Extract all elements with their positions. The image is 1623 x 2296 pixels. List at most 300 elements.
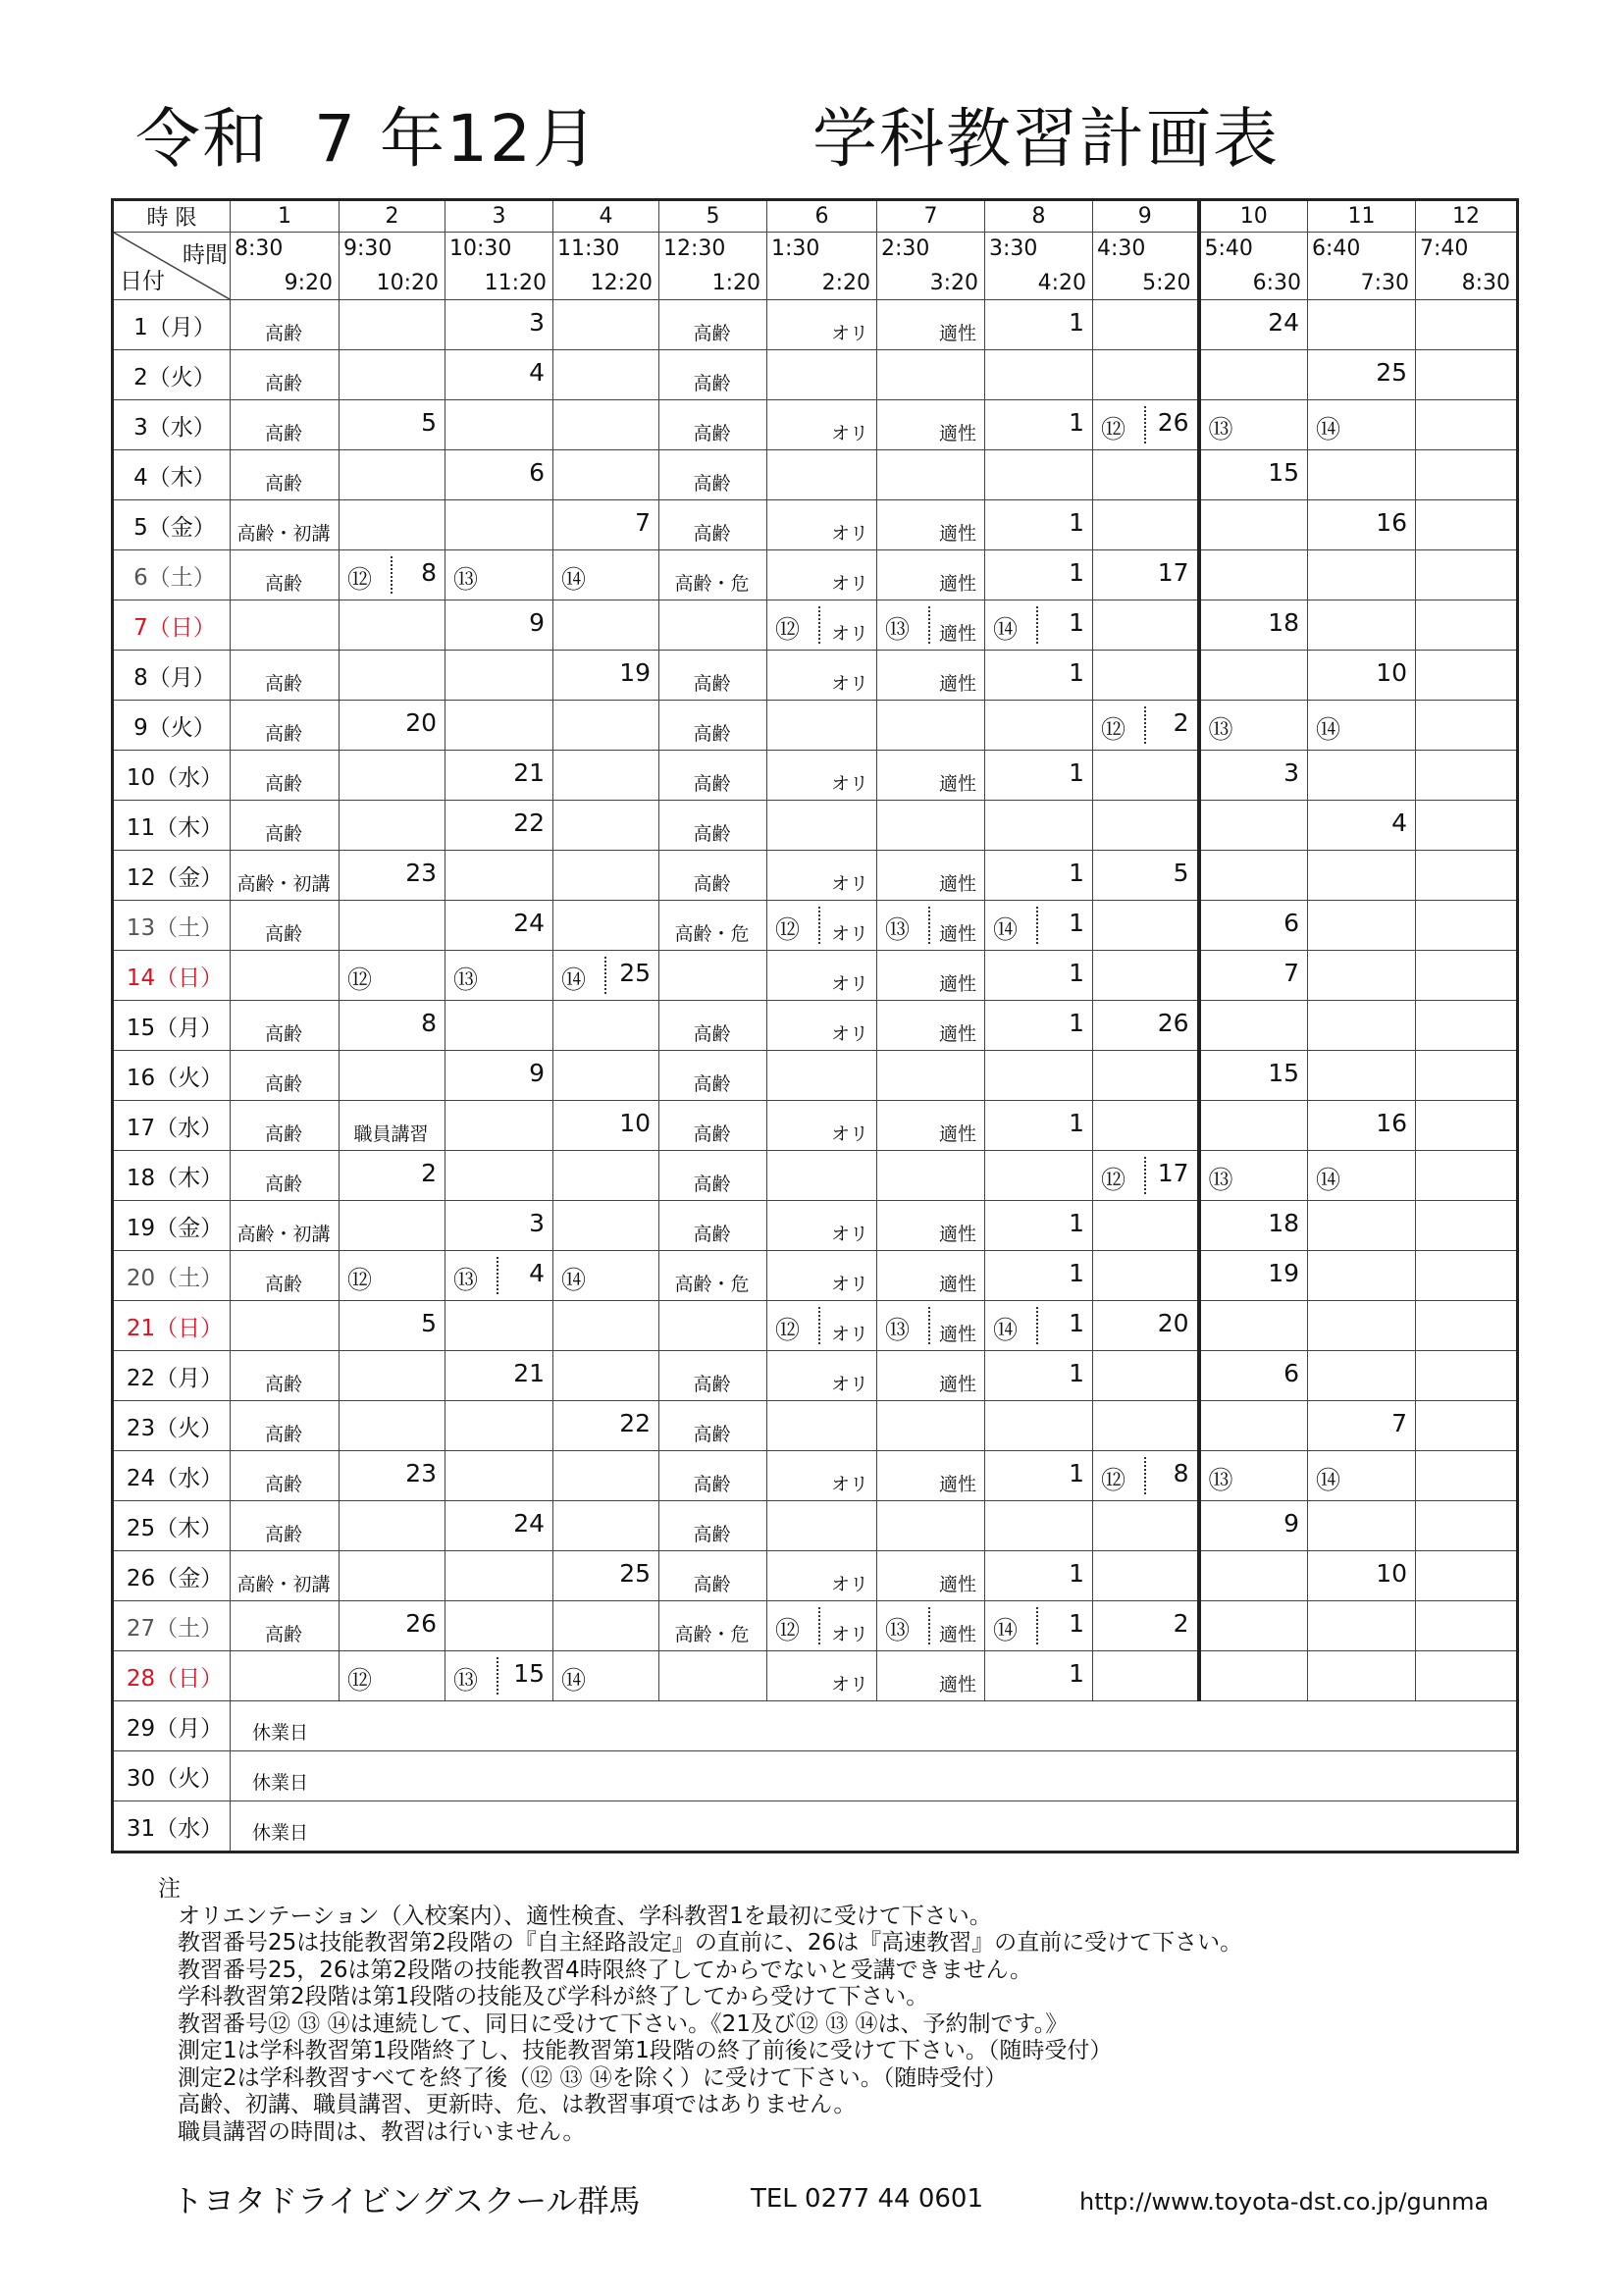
schedule-cell [340, 1301, 445, 1351]
session-label: オリ [830, 873, 868, 895]
schedule-cell [659, 751, 767, 801]
day-label: 25（木） [113, 1501, 231, 1551]
start-time: 3:30 [989, 236, 1038, 261]
schedule-cell [553, 500, 659, 550]
schedule-cell [553, 951, 659, 1001]
schedule-cell [1093, 901, 1199, 951]
lesson-number: 19 [619, 658, 651, 687]
session-label: オリ [830, 1324, 868, 1345]
dotted-divider [818, 1607, 820, 1644]
session-label: 高齢 [693, 1474, 731, 1495]
dotted-divider [818, 606, 820, 644]
schedule-cell [877, 1651, 985, 1701]
session-label: 高齢 [264, 423, 302, 444]
start-time: 1:30 [771, 236, 820, 261]
schedule-cell [985, 1501, 1093, 1551]
schedule-cell [767, 350, 877, 400]
schedule-cell [231, 1451, 340, 1501]
session-label: 高齢 [693, 1174, 731, 1195]
schedule-cell [877, 450, 985, 500]
period-number: 10 [1199, 200, 1308, 233]
schedule-cell [767, 550, 877, 600]
schedule-cell [553, 1351, 659, 1401]
schedule-cell [1416, 701, 1518, 751]
lesson-number: 16 [1376, 1109, 1407, 1137]
schedule-cell [985, 1401, 1093, 1451]
schedule-cell [1199, 651, 1308, 701]
schedule-cell [1416, 350, 1518, 400]
schedule-cell [1199, 400, 1308, 450]
schedule-cell [231, 1501, 340, 1551]
session-label: 高齢 [264, 1274, 302, 1295]
schedule-cell [767, 1501, 877, 1551]
lesson-number: 1 [1069, 909, 1084, 937]
session-label: 適性 [938, 773, 976, 795]
schedule-cell [985, 350, 1093, 400]
schedule-cell [1093, 600, 1199, 651]
schedule-cell [1093, 1051, 1199, 1101]
session-label: 高齢 [264, 673, 302, 695]
period-time-range [1308, 233, 1416, 300]
lesson-number: 1 [1069, 308, 1084, 337]
lesson-number: 24 [1268, 308, 1299, 337]
schedule-cell [659, 1401, 767, 1451]
schedule-cell [231, 751, 340, 801]
day-label: 2（火） [113, 350, 231, 400]
schedule-cell [231, 1351, 340, 1401]
schedule-cell [445, 300, 553, 350]
schedule-cell [231, 1001, 340, 1051]
schedule-cell [767, 1451, 877, 1501]
schedule-cell [340, 1401, 445, 1451]
lesson-number: 22 [513, 809, 545, 837]
linked-lesson-number: ⑬ [1208, 715, 1233, 744]
session-label: 高齢 [264, 373, 302, 394]
session-label: オリ [830, 773, 868, 795]
day-label: 11（木） [113, 801, 231, 851]
dotted-divider [1144, 706, 1146, 744]
period-time-range [1093, 233, 1199, 300]
schedule-cell [553, 851, 659, 901]
note-line: 高齢、初講、職員講習、更新時、危、は教習事項ではありません。 [178, 2092, 857, 2117]
schedule-cell [985, 450, 1093, 500]
schedule-cell [1199, 1401, 1308, 1451]
session-label: 高齢 [264, 923, 302, 945]
linked-lesson-number: ⑭ [1316, 715, 1341, 744]
linked-lesson-number: ⑫ [1101, 1166, 1126, 1194]
dotted-divider [391, 556, 393, 594]
table-row [113, 1701, 1518, 1751]
schedule-cell [231, 1151, 340, 1201]
notes-heading: 注 [158, 1876, 181, 1902]
schedule-cell [1199, 751, 1308, 801]
schedule-cell [659, 1201, 767, 1251]
phone-number: TEL 0277 44 0601 [751, 2184, 984, 2214]
schedule-cell [445, 951, 553, 1001]
schedule-cell [659, 1451, 767, 1501]
table-row [113, 901, 1518, 951]
day-label: 4（木） [113, 450, 231, 500]
schedule-cell [553, 550, 659, 600]
start-time: 4:30 [1097, 236, 1146, 261]
schedule-cell [231, 801, 340, 851]
schedule-cell [985, 1451, 1093, 1501]
schedule-cell [985, 400, 1093, 450]
schedule-cell [340, 701, 445, 751]
schedule-cell [340, 1101, 445, 1151]
day-label: 9（火） [113, 701, 231, 751]
dotted-divider [928, 907, 930, 944]
lesson-number: 2 [1173, 708, 1189, 737]
schedule-cell [1308, 400, 1416, 450]
linked-lesson-number: ⑫ [775, 1316, 801, 1344]
session-label: 高齢・初講 [236, 1574, 331, 1595]
schedule-cell [1308, 350, 1416, 400]
schedule-cell [877, 1601, 985, 1651]
schedule-cell [340, 1451, 445, 1501]
schedule-cell [340, 500, 445, 550]
session-label: 高齢 [264, 773, 302, 795]
session-label: 高齢 [693, 1524, 731, 1545]
schedule-cell [231, 651, 340, 701]
schedule-cell [445, 350, 553, 400]
dotted-divider [1036, 1607, 1038, 1644]
linked-lesson-number: ⑫ [1101, 715, 1126, 744]
schedule-cell [231, 1051, 340, 1101]
lesson-number: 1 [1069, 1459, 1084, 1487]
lesson-number: 1 [1069, 1659, 1084, 1688]
table-row [113, 1351, 1518, 1401]
lesson-number: 1 [1069, 1009, 1084, 1037]
schedule-cell [1308, 701, 1416, 751]
session-label: オリ [830, 1474, 868, 1495]
session-label: 高齢 [264, 323, 302, 344]
table-row [113, 851, 1518, 901]
schedule-cell [445, 1301, 553, 1351]
day-label: 26（金） [113, 1551, 231, 1601]
title-year-suffix: 年 [379, 101, 446, 177]
linked-lesson-number: ⑭ [1316, 1166, 1341, 1194]
lesson-number: 10 [619, 1109, 651, 1137]
session-label: オリ [830, 973, 868, 995]
schedule-cell [340, 450, 445, 500]
session-label: 職員講習 [353, 1123, 429, 1145]
lesson-number: 1 [1069, 1359, 1084, 1387]
table-row [113, 400, 1518, 450]
date-label: 日付 [120, 269, 165, 294]
end-time: 4:20 [1037, 271, 1086, 295]
lesson-number: 4 [529, 358, 545, 387]
schedule-cell [767, 1601, 877, 1651]
schedule-cell [1308, 651, 1416, 701]
schedule-cell [877, 851, 985, 901]
linked-lesson-number: ⑭ [993, 915, 1019, 944]
schedule-cell [877, 701, 985, 751]
table-row [113, 1551, 1518, 1601]
schedule-cell [1308, 951, 1416, 1001]
schedule-cell [553, 751, 659, 801]
lesson-number: 8 [421, 558, 437, 587]
schedule-cell [1416, 1351, 1518, 1401]
table-row [113, 1801, 1518, 1852]
end-time: 9:20 [284, 271, 333, 295]
schedule-cell [1093, 1201, 1199, 1251]
schedule-cell [877, 1051, 985, 1101]
schedule-cell [985, 500, 1093, 550]
schedule-cell [445, 1351, 553, 1401]
day-label: 13（土） [113, 901, 231, 951]
schedule-cell [340, 1001, 445, 1051]
lesson-number: 1 [1069, 859, 1084, 887]
schedule-cell [659, 300, 767, 350]
lesson-number: 5 [421, 408, 437, 437]
session-label: 高齢 [264, 573, 302, 595]
session-label: 高齢 [693, 1374, 731, 1395]
session-label: 適性 [938, 973, 976, 995]
schedule-cell [985, 1601, 1093, 1651]
schedule-cell [659, 550, 767, 600]
session-label: 高齢 [693, 673, 731, 695]
schedule-cell [1308, 600, 1416, 651]
schedule-cell [1416, 1601, 1518, 1651]
schedule-cell [445, 901, 553, 951]
schedule-cell [231, 951, 340, 1001]
schedule-cell [231, 500, 340, 550]
period-header-label: 時 限 [113, 200, 231, 233]
schedule-cell [985, 1051, 1093, 1101]
schedule-cell [767, 1351, 877, 1401]
session-label: 高齢 [693, 873, 731, 895]
schedule-cell [445, 550, 553, 600]
lesson-number: 25 [1376, 358, 1407, 387]
schedule-cell [1093, 751, 1199, 801]
schedule-cell [340, 1651, 445, 1701]
holiday-label: 休業日 [252, 1772, 309, 1794]
schedule-cell [659, 851, 767, 901]
schedule-cell [1308, 1151, 1416, 1201]
lesson-number: 4 [529, 1259, 545, 1287]
schedule-cell [231, 300, 340, 350]
schedule-cell [1093, 350, 1199, 400]
schedule-cell [767, 1051, 877, 1101]
schedule-cell [659, 600, 767, 651]
session-label: 高齢 [693, 1574, 731, 1595]
day-label: 19（金） [113, 1201, 231, 1251]
schedule-cell [231, 701, 340, 751]
schedule-cell [553, 350, 659, 400]
lesson-number: 24 [513, 1509, 545, 1538]
day-label: 5（金） [113, 500, 231, 550]
schedule-cell [1199, 801, 1308, 851]
schedule-cell [1093, 801, 1199, 851]
school-name: トヨタドライビングスクール群馬 [172, 2182, 641, 2219]
schedule-cell [1093, 701, 1199, 751]
schedule-cell [445, 1401, 553, 1451]
schedule-cell [553, 1251, 659, 1301]
dotted-divider [1036, 1307, 1038, 1344]
schedule-cell [1093, 1151, 1199, 1201]
dotted-divider [497, 1257, 498, 1294]
schedule-cell [767, 600, 877, 651]
schedule-cell [1199, 600, 1308, 651]
schedule-cell [445, 851, 553, 901]
day-label: 21（日） [113, 1301, 231, 1351]
start-time: 9:30 [343, 236, 393, 261]
lesson-number: 10 [1376, 658, 1407, 687]
schedule-cell [985, 1551, 1093, 1601]
schedule-cell [659, 951, 767, 1001]
schedule-cell [553, 1201, 659, 1251]
schedule-cell [767, 1551, 877, 1601]
notes [158, 1876, 1243, 2146]
schedule-cell [1416, 901, 1518, 951]
schedule-cell [445, 1151, 553, 1201]
end-time: 6:30 [1252, 271, 1301, 295]
schedule-cell [877, 1401, 985, 1451]
schedule-cell [659, 1251, 767, 1301]
schedule-cell [553, 1001, 659, 1051]
schedule-cell [985, 300, 1093, 350]
lesson-number: 21 [513, 1359, 545, 1387]
schedule-cell [767, 951, 877, 1001]
holiday-cell [231, 1801, 1518, 1852]
lesson-number: 6 [1283, 909, 1299, 937]
schedule-cell [553, 300, 659, 350]
table-row [113, 651, 1518, 701]
schedule-cell [767, 801, 877, 851]
schedule-cell [231, 1301, 340, 1351]
session-label: 適性 [938, 1624, 976, 1645]
linked-lesson-number: ⑭ [993, 1316, 1019, 1344]
schedule-cell [1416, 1151, 1518, 1201]
day-label: 17（水） [113, 1101, 231, 1151]
lesson-number: 9 [1283, 1509, 1299, 1538]
lesson-number: 25 [619, 1559, 651, 1588]
schedule-cell [985, 1101, 1093, 1151]
schedule-cell [767, 1101, 877, 1151]
schedule-cell [985, 801, 1093, 851]
lesson-number: 18 [1268, 608, 1299, 637]
page-title [135, 86, 1280, 180]
schedule-cell [1416, 1201, 1518, 1251]
schedule-cell [877, 1151, 985, 1201]
session-label: 適性 [938, 423, 976, 444]
end-time: 1:20 [711, 271, 760, 295]
schedule-cell [1416, 1451, 1518, 1501]
schedule-cell [231, 1601, 340, 1651]
schedule-cell [767, 400, 877, 450]
holiday-label: 休業日 [252, 1822, 309, 1844]
schedule-cell [767, 1301, 877, 1351]
start-time: 8:30 [235, 236, 284, 261]
session-label: 適性 [938, 623, 976, 645]
table-row [113, 1001, 1518, 1051]
session-label: 適性 [938, 523, 976, 545]
session-label: 高齢 [693, 823, 731, 845]
schedule-cell [553, 450, 659, 500]
period-number: 11 [1308, 200, 1416, 233]
session-label: 高齢 [693, 1424, 731, 1445]
lesson-number: 23 [405, 859, 437, 887]
schedule-cell [1093, 651, 1199, 701]
schedule-cell [445, 1051, 553, 1101]
lesson-number: 3 [529, 308, 545, 337]
session-label: 高齢・危 [674, 573, 750, 595]
linked-lesson-number: ⑭ [561, 1266, 587, 1294]
schedule-cell [1093, 1551, 1199, 1601]
website-url: http://www.toyota-dst.co.jp/gunma [1079, 2188, 1490, 2216]
linked-lesson-number: ⑭ [993, 615, 1019, 644]
linked-lesson-number: ⑫ [347, 565, 373, 594]
start-time: 2:30 [881, 236, 930, 261]
lesson-number: 1 [1069, 1559, 1084, 1588]
table-row [113, 1101, 1518, 1151]
schedule-cell [231, 1401, 340, 1451]
period-time-range [985, 233, 1093, 300]
linked-lesson-number: ⑫ [775, 915, 801, 944]
schedule-cell [659, 450, 767, 500]
schedule-cell [1093, 951, 1199, 1001]
session-label: 適性 [938, 1224, 976, 1245]
dotted-divider [1144, 1157, 1146, 1194]
lesson-number: 22 [619, 1409, 651, 1437]
lesson-number: 1 [1069, 658, 1084, 687]
day-label: 31（水） [113, 1801, 231, 1852]
session-label: 適性 [938, 673, 976, 695]
time-date-corner [113, 233, 231, 300]
session-label: オリ [830, 323, 868, 344]
session-label: 適性 [938, 573, 976, 595]
lesson-number: 1 [1069, 1309, 1084, 1337]
session-label: オリ [830, 1224, 868, 1245]
period-number: 1 [231, 200, 340, 233]
schedule-cell [231, 1551, 340, 1601]
end-time: 5:20 [1142, 271, 1191, 295]
schedule-cell [767, 751, 877, 801]
schedule-cell [767, 300, 877, 350]
schedule-cell [1308, 751, 1416, 801]
session-label: 高齢 [693, 1073, 731, 1095]
lesson-number: 1 [1069, 959, 1084, 987]
day-label: 6（土） [113, 550, 231, 600]
schedule-cell [1416, 1101, 1518, 1151]
schedule-cell [1308, 1301, 1416, 1351]
end-time: 7:30 [1360, 271, 1409, 295]
schedule-cell [877, 300, 985, 350]
schedule-cell [231, 901, 340, 951]
schedule-cell [1416, 651, 1518, 701]
schedule-cell [445, 600, 553, 651]
schedule-cell [231, 600, 340, 651]
lesson-number: 17 [1157, 1159, 1189, 1187]
schedule-cell [1199, 1301, 1308, 1351]
period-time-range [767, 233, 877, 300]
schedule-cell [985, 1201, 1093, 1251]
schedule-cell [1308, 300, 1416, 350]
schedule-cell [1416, 300, 1518, 350]
linked-lesson-number: ⑭ [1316, 415, 1341, 444]
end-time: 12:20 [590, 271, 653, 295]
start-time: 6:40 [1312, 236, 1361, 261]
linked-lesson-number: ⑬ [885, 615, 911, 644]
session-label: オリ [830, 1674, 868, 1696]
schedule-cell [877, 951, 985, 1001]
start-time: 10:30 [449, 236, 512, 261]
schedule-cell [1199, 851, 1308, 901]
schedule-cell [1093, 400, 1199, 450]
schedule-cell [877, 600, 985, 651]
session-label: 高齢 [693, 1023, 731, 1045]
